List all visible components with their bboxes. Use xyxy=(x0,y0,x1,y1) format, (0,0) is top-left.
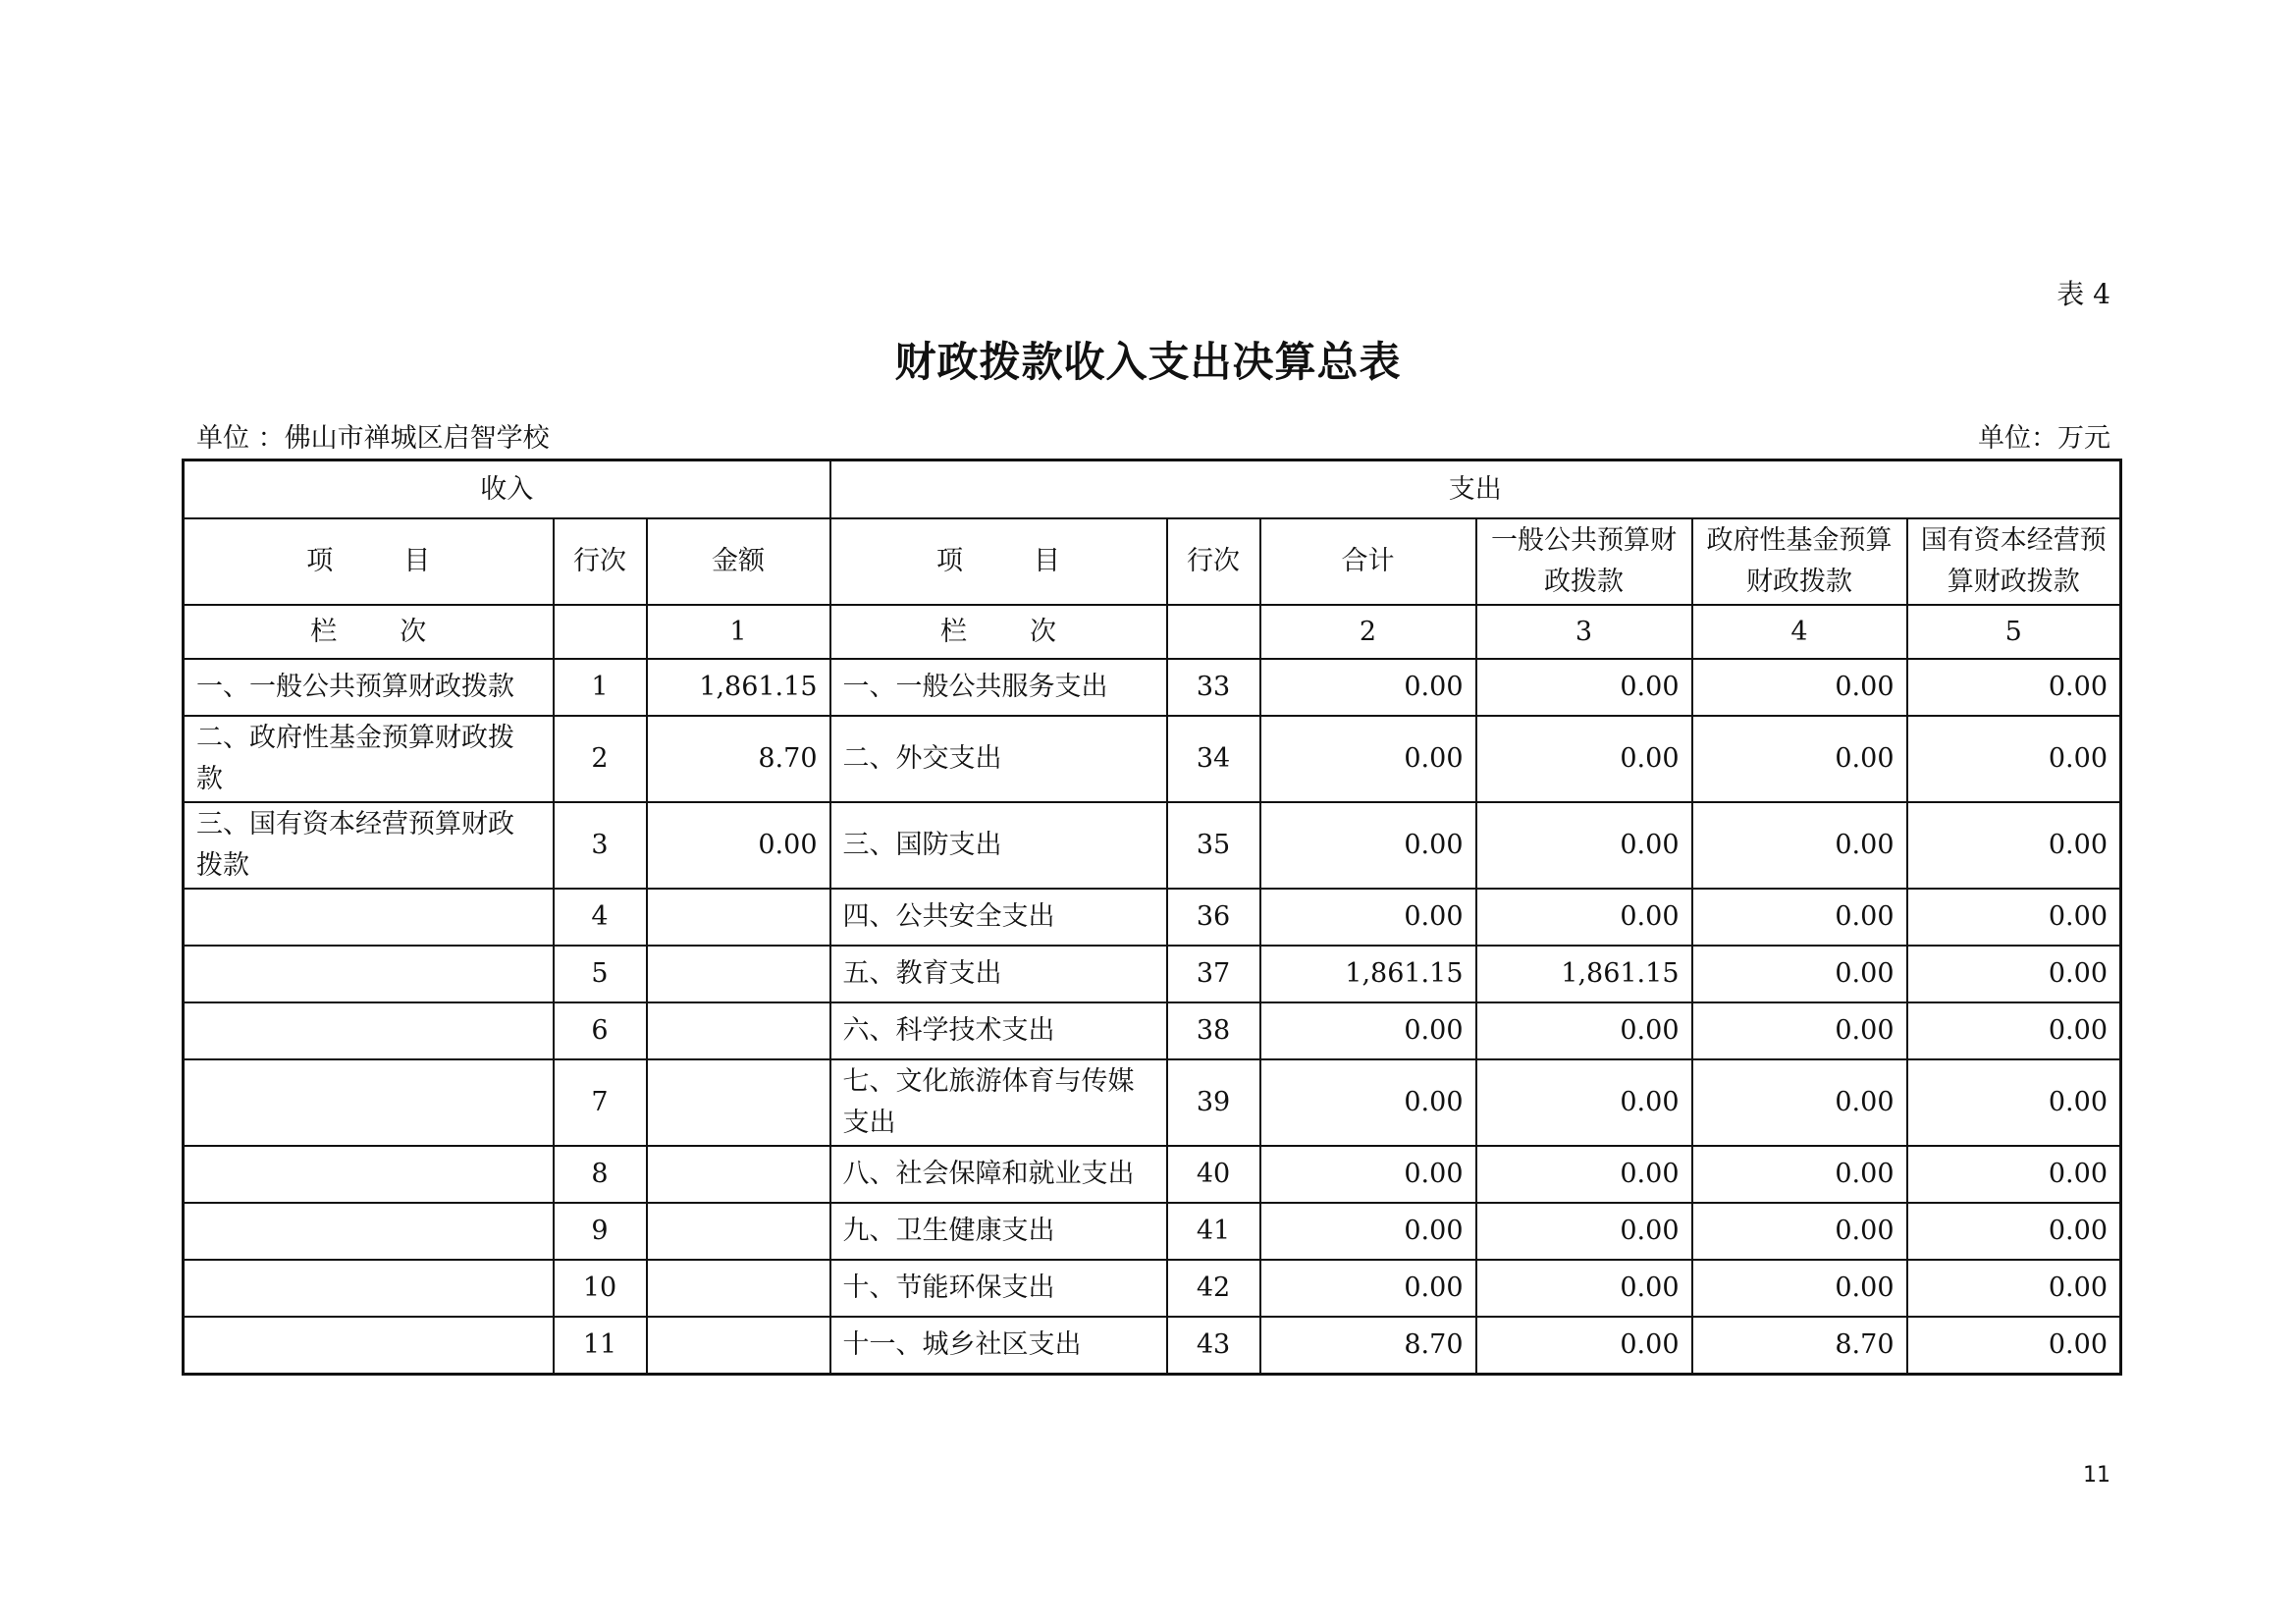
total-value: 0.00 xyxy=(1260,802,1476,889)
page-title: 财政拨款收入支出决算总表 xyxy=(894,338,1402,386)
income-amount xyxy=(647,1317,830,1375)
gov-fund-value: 0.00 xyxy=(1692,659,1907,716)
income-item xyxy=(184,1146,554,1203)
general-public-column-number: 3 xyxy=(1476,605,1692,659)
income-line-no: 11 xyxy=(554,1317,647,1375)
expense-item-header xyxy=(830,518,1167,605)
income-amount: 8.70 xyxy=(647,716,830,802)
state-capital-value: 0.00 xyxy=(1907,659,2121,716)
expense-line-no: 37 xyxy=(1167,946,1260,1002)
state-capital-header: 国有资本经营预算财政拨款 xyxy=(1907,518,2121,605)
total-value: 0.00 xyxy=(1260,659,1476,716)
expense-line-no: 33 xyxy=(1167,659,1260,716)
expense-line-no: 41 xyxy=(1167,1203,1260,1260)
gov-fund-value: 0.00 xyxy=(1692,802,1907,889)
expense-item: 十、节能环保支出 xyxy=(830,1260,1167,1317)
expense-section-header: 支出 xyxy=(830,460,2121,519)
expense-item: 二、外交支出 xyxy=(830,716,1167,802)
general-public-header: 一般公共预算财政拨款 xyxy=(1476,518,1692,605)
state-capital-value: 0.00 xyxy=(1907,946,2121,1002)
amount-header: 金额 xyxy=(647,518,830,605)
general-public-value: 0.00 xyxy=(1476,1317,1692,1375)
state-capital-value: 0.00 xyxy=(1907,1203,2121,1260)
column-number-label-b: 次 xyxy=(400,616,427,647)
total-value: 0.00 xyxy=(1260,1260,1476,1317)
empty-cell xyxy=(1167,605,1260,659)
income-item: 三、国有资本经营预算财政拨款 xyxy=(184,802,554,889)
table-row xyxy=(184,659,2121,716)
general-public-value: 0.00 xyxy=(1476,1059,1692,1146)
table-number: 表 4 xyxy=(2056,278,2110,310)
income-line-no: 4 xyxy=(554,889,647,946)
section-header-row xyxy=(184,460,2121,519)
income-amount xyxy=(647,1002,830,1059)
gov-fund-value: 0.00 xyxy=(1692,946,1907,1002)
general-public-value: 0.00 xyxy=(1476,1146,1692,1203)
table-row xyxy=(184,1203,2121,1260)
gov-fund-column-number: 4 xyxy=(1692,605,1907,659)
gov-fund-header: 政府性基金预算财政拨款 xyxy=(1692,518,1907,605)
income-item xyxy=(184,946,554,1002)
gov-fund-value: 0.00 xyxy=(1692,1059,1907,1146)
income-amount xyxy=(647,1260,830,1317)
income-amount: 1,861.15 xyxy=(647,659,830,716)
column-header-row xyxy=(184,518,2121,605)
table-row xyxy=(184,946,2121,1002)
income-line-no: 2 xyxy=(554,716,647,802)
expense-item: 十一、城乡社区支出 xyxy=(830,1317,1167,1375)
income-amount xyxy=(647,1203,830,1260)
total-value: 0.00 xyxy=(1260,1059,1476,1146)
income-amount xyxy=(647,1146,830,1203)
total-value: 0.00 xyxy=(1260,1146,1476,1203)
income-item xyxy=(184,1203,554,1260)
expense-item: 八、社会保障和就业支出 xyxy=(830,1146,1167,1203)
general-public-value: 0.00 xyxy=(1476,1260,1692,1317)
page-number: 11 xyxy=(2083,1463,2110,1488)
general-public-value: 0.00 xyxy=(1476,716,1692,802)
total-value: 0.00 xyxy=(1260,1002,1476,1059)
state-capital-value: 0.00 xyxy=(1907,802,2121,889)
gov-fund-value: 0.00 xyxy=(1692,889,1907,946)
expense-item: 七、文化旅游体育与传媒支出 xyxy=(830,1059,1167,1146)
total-value: 0.00 xyxy=(1260,716,1476,802)
table-row xyxy=(184,1002,2121,1059)
expense-line-no: 36 xyxy=(1167,889,1260,946)
state-capital-value: 0.00 xyxy=(1907,1059,2121,1146)
expense-item: 三、国防支出 xyxy=(830,802,1167,889)
appropriation-summary-table xyxy=(182,459,2122,1376)
state-capital-value: 0.00 xyxy=(1907,716,2121,802)
total-value: 8.70 xyxy=(1260,1317,1476,1375)
expense-item: 九、卫生健康支出 xyxy=(830,1203,1167,1260)
gov-fund-value: 0.00 xyxy=(1692,1260,1907,1317)
expense-item: 六、科学技术支出 xyxy=(830,1002,1167,1059)
income-item xyxy=(184,889,554,946)
state-capital-value: 0.00 xyxy=(1907,1146,2121,1203)
expense-line-no: 34 xyxy=(1167,716,1260,802)
income-item-header-b: 目 xyxy=(403,546,431,576)
income-line-no: 9 xyxy=(554,1203,647,1260)
income-amount xyxy=(647,889,830,946)
amount-column-number: 1 xyxy=(647,605,830,659)
state-capital-value: 0.00 xyxy=(1907,1260,2121,1317)
income-item: 一、一般公共预算财政拨款 xyxy=(184,659,554,716)
state-capital-value: 0.00 xyxy=(1907,1317,2121,1375)
income-line-no: 3 xyxy=(554,802,647,889)
table-row xyxy=(184,716,2121,802)
income-line-no-header: 行次 xyxy=(554,518,647,605)
income-line-no: 5 xyxy=(554,946,647,1002)
expense-line-no: 35 xyxy=(1167,802,1260,889)
total-value: 0.00 xyxy=(1260,889,1476,946)
general-public-value: 0.00 xyxy=(1476,1203,1692,1260)
income-item xyxy=(184,1059,554,1146)
income-item xyxy=(184,1002,554,1059)
income-item xyxy=(184,1317,554,1375)
state-capital-value: 0.00 xyxy=(1907,889,2121,946)
reporting-unit: 单位 ：佛山市禅城区启智学校 xyxy=(196,423,550,454)
expense-item: 一、一般公共服务支出 xyxy=(830,659,1167,716)
income-item-header xyxy=(184,518,554,605)
income-line-no: 10 xyxy=(554,1260,647,1317)
column-number-row xyxy=(184,605,2121,659)
column-number-label xyxy=(184,605,554,659)
gov-fund-value: 8.70 xyxy=(1692,1317,1907,1375)
total-value: 1,861.15 xyxy=(1260,946,1476,1002)
gov-fund-value: 0.00 xyxy=(1692,716,1907,802)
gov-fund-value: 0.00 xyxy=(1692,1203,1907,1260)
table-row xyxy=(184,889,2121,946)
income-line-no: 8 xyxy=(554,1146,647,1203)
income-item: 二、政府性基金预算财政拨款 xyxy=(184,716,554,802)
state-capital-column-number: 5 xyxy=(1907,605,2121,659)
table-row xyxy=(184,1059,2121,1146)
income-item-header-a: 项 xyxy=(306,546,334,576)
expense-item-header-a: 项 xyxy=(936,546,963,576)
expense-line-no: 43 xyxy=(1167,1317,1260,1375)
total-header: 合计 xyxy=(1260,518,1476,605)
table-row xyxy=(184,1317,2121,1375)
income-line-no: 1 xyxy=(554,659,647,716)
column-number-label-right-b: 次 xyxy=(1030,616,1056,647)
general-public-value: 0.00 xyxy=(1476,802,1692,889)
general-public-value: 0.00 xyxy=(1476,889,1692,946)
table-row xyxy=(184,802,2121,889)
income-line-no: 7 xyxy=(554,1059,647,1146)
income-section-header: 收入 xyxy=(184,460,830,519)
gov-fund-value: 0.00 xyxy=(1692,1146,1907,1203)
expense-line-no-header: 行次 xyxy=(1167,518,1260,605)
empty-cell xyxy=(554,605,647,659)
income-amount: 0.00 xyxy=(647,802,830,889)
table-row xyxy=(184,1146,2121,1203)
column-number-label-right-a: 栏 xyxy=(940,616,967,647)
income-line-no: 6 xyxy=(554,1002,647,1059)
expense-line-no: 39 xyxy=(1167,1059,1260,1146)
currency-unit: 单位：万元 xyxy=(1978,423,2110,454)
general-public-value: 1,861.15 xyxy=(1476,946,1692,1002)
table-row xyxy=(184,1260,2121,1317)
expense-line-no: 38 xyxy=(1167,1002,1260,1059)
expense-item: 五、教育支出 xyxy=(830,946,1167,1002)
expense-item: 四、公共安全支出 xyxy=(830,889,1167,946)
state-capital-value: 0.00 xyxy=(1907,1002,2121,1059)
income-amount xyxy=(647,946,830,1002)
general-public-value: 0.00 xyxy=(1476,1002,1692,1059)
column-number-label-a: 栏 xyxy=(310,616,338,647)
general-public-value: 0.00 xyxy=(1476,659,1692,716)
column-number-label-right xyxy=(830,605,1167,659)
expense-line-no: 42 xyxy=(1167,1260,1260,1317)
expense-line-no: 40 xyxy=(1167,1146,1260,1203)
total-column-number: 2 xyxy=(1260,605,1476,659)
income-amount xyxy=(647,1059,830,1146)
total-value: 0.00 xyxy=(1260,1203,1476,1260)
gov-fund-value: 0.00 xyxy=(1692,1002,1907,1059)
expense-item-header-b: 目 xyxy=(1034,546,1060,576)
income-item xyxy=(184,1260,554,1317)
